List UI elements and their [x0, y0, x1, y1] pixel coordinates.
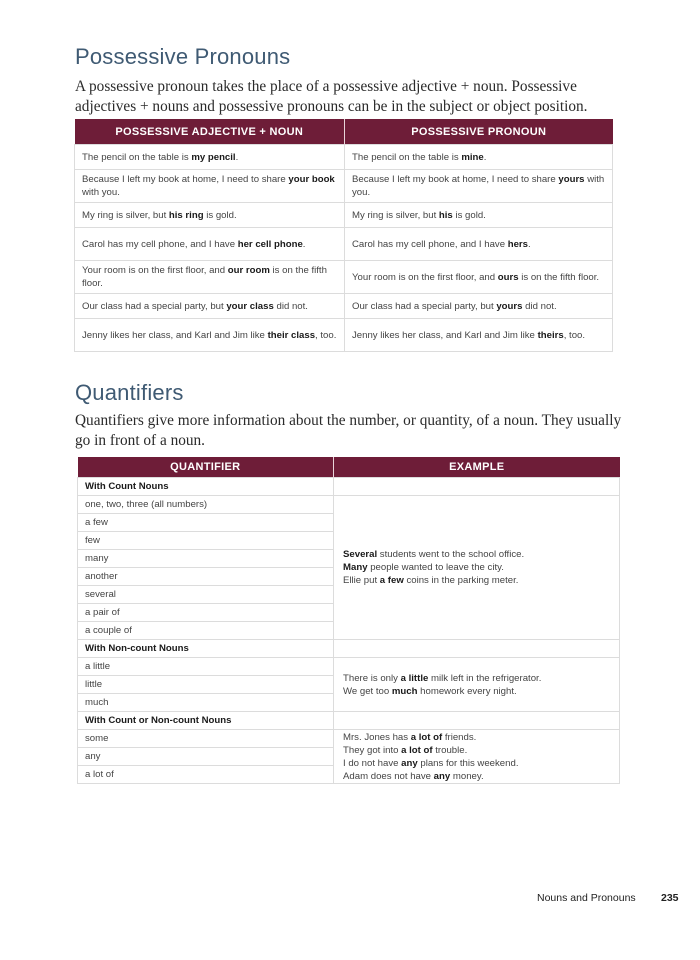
- pronoun-cell: Carol has my cell phone, and I have hers.: [345, 228, 613, 261]
- quantifier-cell: one, two, three (all numbers): [78, 496, 334, 514]
- group-header-row: [78, 640, 620, 658]
- quantifier-cell: a pair of: [78, 604, 334, 622]
- table-row: [78, 496, 620, 514]
- pronoun-cell: My ring is silver, but his is gold.: [345, 203, 613, 228]
- pronoun-cell: Jenny likes her class, and Karl and Jim like theirs, too.: [345, 319, 613, 352]
- example-cell-non-count-nouns: [334, 658, 620, 712]
- table-row: [75, 228, 613, 261]
- example-line: Adam does not have any money.: [343, 770, 484, 782]
- empty-cell: [334, 712, 620, 730]
- quantifier-cell: another: [78, 568, 334, 586]
- group-label-non-count-nouns: With Non-count Nouns: [78, 640, 334, 658]
- column-header-possessive-adjective: POSSESSIVE ADJECTIVE + NOUN: [75, 119, 345, 145]
- example-line: I do not have any plans for this weekend.: [343, 757, 519, 769]
- example-line: Ellie put a few coins in the parking meter.: [343, 575, 519, 586]
- footer-chapter-title: Nouns and Pronouns: [537, 892, 636, 904]
- quantifier-cell: any: [78, 748, 334, 766]
- example-line: Mrs. Jones has a lot of friends.: [343, 731, 477, 743]
- adjective-cell: Jenny likes her class, and Karl and Jim like their class, too.: [75, 319, 345, 352]
- example-cell-count-nouns: [334, 496, 620, 640]
- table-row: [78, 730, 620, 748]
- table-row: [75, 319, 613, 352]
- adjective-cell: Because I left my book at home, I need to share your book with you.: [75, 170, 345, 203]
- adjective-cell: Carol has my cell phone, and I have her cell phone.: [75, 228, 345, 261]
- quantifier-cell: several: [78, 586, 334, 604]
- example-line: There is only a little milk left in the refrigerator.: [343, 672, 542, 684]
- section-title-quantifiers: Quantifiers: [75, 380, 184, 405]
- column-header-quantifier: QUANTIFIER: [78, 457, 334, 478]
- example-line: They got into a lot of trouble.: [343, 744, 468, 756]
- quantifier-cell: much: [78, 694, 334, 712]
- group-header-row: [78, 478, 620, 496]
- adjective-cell: My ring is silver, but his ring is gold.: [75, 203, 345, 228]
- adjective-cell: The pencil on the table is my pencil.: [75, 145, 345, 170]
- group-header-row: [78, 712, 620, 730]
- quantifier-cell: many: [78, 550, 334, 568]
- page-number: 235: [661, 892, 679, 904]
- quantifier-cell: a little: [78, 658, 334, 676]
- table-row: [75, 261, 613, 294]
- quantifier-cell: little: [78, 676, 334, 694]
- table-row: [75, 170, 613, 203]
- group-label-count-nouns: With Count Nouns: [78, 478, 334, 496]
- quantifier-cell: some: [78, 730, 334, 748]
- possessive-intro: A possessive pronoun takes the place of a possessive adjective + noun. Possessive adjectives + nouns and possessive pronouns can be in the subject or object position.: [75, 78, 588, 115]
- table-row: [75, 294, 613, 319]
- example-cell-count-or-non-count: [334, 730, 620, 784]
- table-row: [75, 203, 613, 228]
- possessive-pronouns-table: [74, 119, 613, 352]
- table-row: [78, 658, 620, 676]
- pronoun-cell: Our class had a special party, but yours did not.: [345, 294, 613, 319]
- example-line: Many people wanted to leave the city.: [343, 562, 504, 573]
- quantifier-cell: a few: [78, 514, 334, 532]
- quantifier-cell: a lot of: [78, 766, 334, 784]
- adjective-cell: Your room is on the first floor, and our room is on the fifth floor.: [75, 261, 345, 294]
- quantifier-cell: few: [78, 532, 334, 550]
- adjective-cell: Our class had a special party, but your class did not.: [75, 294, 345, 319]
- table-row: [75, 145, 613, 170]
- empty-cell: [334, 478, 620, 496]
- group-label-count-or-non-count-nouns: With Count or Non-count Nouns: [78, 712, 334, 730]
- example-line: We get too much homework every night.: [343, 685, 517, 697]
- pronoun-cell: Your room is on the first floor, and ours is on the fifth floor.: [345, 261, 613, 294]
- column-header-example: EXAMPLE: [334, 457, 620, 478]
- section-title-possessive-pronouns: Possessive Pronouns: [75, 44, 291, 69]
- quantifiers-table: [77, 457, 620, 784]
- empty-cell: [334, 640, 620, 658]
- quantifiers-intro: Quantifiers give more information about the number, or quantity, of a noun. They usually go in front of a noun.: [75, 412, 622, 449]
- example-line: Several students went to the school office.: [343, 549, 525, 560]
- quantifier-cell: a couple of: [78, 622, 334, 640]
- pronoun-cell: Because I left my book at home, I need to share yours with you.: [345, 170, 613, 203]
- column-header-possessive-pronoun: POSSESSIVE PRONOUN: [345, 119, 613, 145]
- pronoun-cell: The pencil on the table is mine.: [345, 145, 613, 170]
